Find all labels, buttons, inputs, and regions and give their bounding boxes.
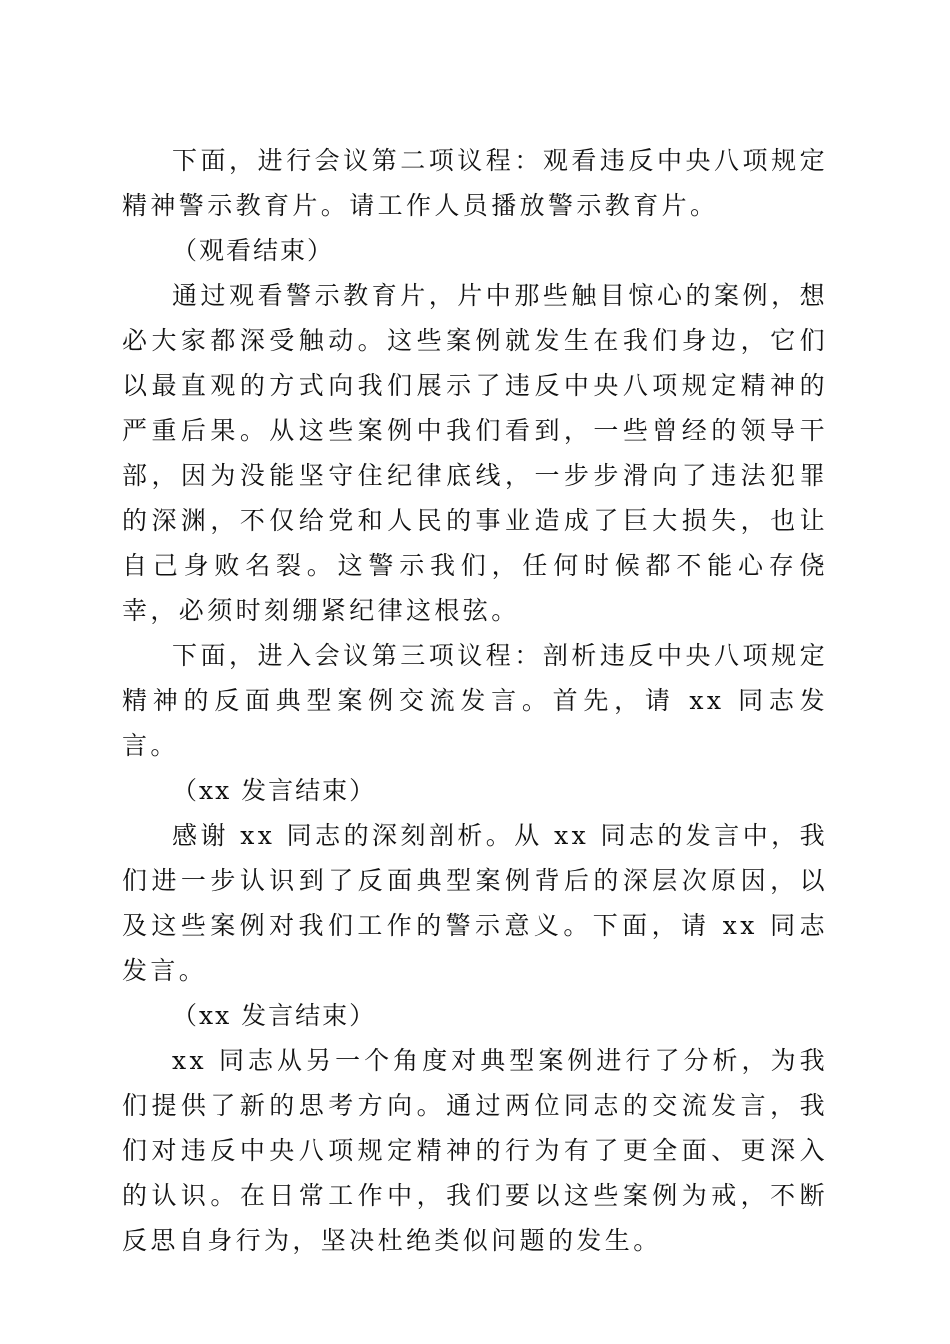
paragraph-agenda-item-2: 下面，进行会议第二项议程：观看违反中央八项规定精神警示教育片。请工作人员播放警示教育片。 bbox=[122, 146, 828, 220]
note-second-speech-ended: （xx 发言结束） bbox=[172, 1001, 377, 1030]
note-first-speech-ended: （xx 发言结束） bbox=[172, 776, 377, 805]
paragraph-summary-second-speaker: xx 同志从另一个角度对典型案例进行了分析，为我们提供了新的思考方向。通过两位同志的交流发言，我们对违反中央八项规定精神的行为有了更全面、更深入的认识。在日常工作中，我们要以这些案例为戒，不断反思自身行为，坚决杜绝类似问题的发生。 bbox=[122, 1046, 828, 1255]
document-body bbox=[122, 138, 828, 1263]
paragraph-thanks-first-speaker: 感谢 xx 同志的深刻剖析。从 xx 同志的发言中，我们进一步认识到了反面典型案例背后的深层次原因，以及这些案例对我们工作的警示意义。下面，请 xx 同志发言。 bbox=[122, 821, 828, 985]
paragraph-agenda-item-3: 下面，进入会议第三项议程：剖析违反中央八项规定精神的反面典型案例交流发言。首先，请 xx 同志发言。 bbox=[122, 641, 828, 760]
note-viewing-ended: （观看结束） bbox=[172, 236, 335, 265]
paragraph-warning-reflection: 通过观看警示教育片，片中那些触目惊心的案例，想必大家都深受触动。这些案例就发生在我们身边，它们以最直观的方式向我们展示了违反中央八项规定精神的严重后果。从这些案例中我们看到，一些曾经的领导干部，因为没能坚守住纪律底线，一步步滑向了违法犯罪的深渊，不仅给党和人民的事业造成了巨大损失，也让自己身败名裂。这警示我们，任何时候都不能心存侥幸，必须时刻绷紧纪律这根弦。 bbox=[122, 281, 828, 625]
